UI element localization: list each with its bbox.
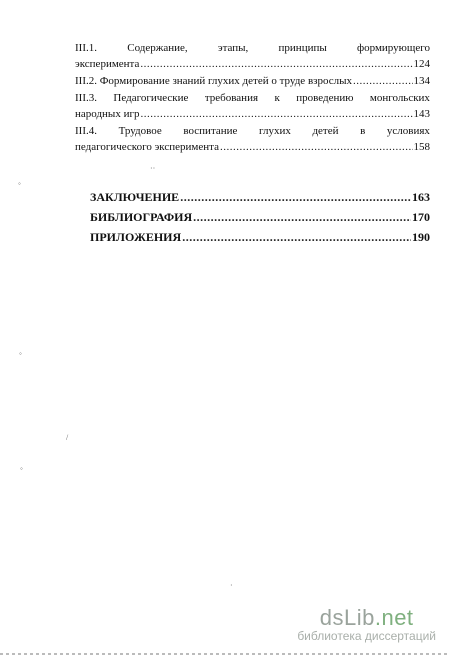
toc-text: детей: [312, 125, 339, 137]
section-conclusion: [90, 187, 430, 207]
section-title: ЗАКЛЮЧЕНИЕ: [90, 190, 180, 204]
toc-entry-title-line: [75, 40, 430, 56]
toc-text: к: [274, 92, 280, 104]
toc-text: этапы,: [217, 42, 249, 54]
page-number: 134: [413, 75, 430, 87]
section-list: [90, 187, 430, 247]
toc-text: формирующего: [356, 42, 430, 54]
toc-text: Трудовое: [118, 125, 162, 137]
toc-entry-3-2: [75, 73, 430, 89]
scan-mark: /: [66, 433, 69, 442]
watermark-logo: dsLib.net: [319, 605, 414, 630]
dot-leader: [193, 207, 411, 227]
toc-entry-leader-line: [75, 73, 430, 89]
scan-edge: [0, 653, 450, 655]
page-number: 143: [413, 108, 430, 120]
scan-mark: ◦: [19, 349, 22, 358]
dot-leader: [182, 227, 411, 247]
page-number: 158: [413, 141, 430, 153]
toc-entry-leader-line: [75, 139, 430, 155]
toc-text: Содержание,: [127, 42, 188, 54]
toc-text: условиях: [386, 125, 430, 137]
page-number: 163: [412, 190, 430, 204]
page-number: 124: [413, 58, 430, 70]
section-title: ПРИЛОЖЕНИЯ: [90, 230, 182, 244]
toc-entry-leader-line: [75, 56, 430, 72]
scan-mark: ·: [230, 581, 233, 590]
toc-text: Педагогические: [113, 92, 189, 104]
watermark-subtitle: библиотека диссертаций: [297, 629, 436, 643]
table-of-contents: [75, 40, 430, 155]
section-title: БИБЛИОГРАФИЯ: [90, 210, 193, 224]
toc-entry-title-line: [75, 123, 430, 139]
toc-entry-3-3: [75, 90, 430, 122]
toc-text: принципы: [278, 42, 327, 54]
toc-text: эксперимента: [75, 58, 140, 70]
dot-leader: [353, 73, 412, 89]
toc-text: педагогического эксперимента: [75, 141, 219, 153]
toc-entry-3-4: [75, 123, 430, 155]
toc-text: требования: [204, 92, 259, 104]
scan-mark: ◦: [18, 179, 21, 188]
toc-text: монгольских: [369, 92, 430, 104]
section-appendices: [90, 227, 430, 247]
toc-text: в: [360, 125, 366, 137]
toc-text: воспитание: [183, 125, 238, 137]
toc-entry-leader-line: [75, 106, 430, 122]
scan-mark: ◦: [20, 464, 23, 473]
section-bibliography: [90, 207, 430, 227]
page-number: 190: [412, 230, 430, 244]
toc-entry-title-line: [75, 90, 430, 106]
dot-leader: [140, 106, 412, 122]
toc-text: III.1.: [75, 42, 97, 54]
toc-text: народных игр: [75, 108, 140, 120]
dot-leader: [180, 187, 411, 207]
scan-mark: ··: [150, 164, 156, 173]
toc-text: III.2. Формирование знаний глухих детей о труде взрослых: [75, 75, 353, 87]
toc-text: III.3.: [75, 92, 97, 104]
toc-text: проведению: [296, 92, 354, 104]
page-number: 170: [412, 210, 430, 224]
dot-leader: [140, 56, 412, 72]
toc-text: III.4.: [75, 125, 97, 137]
dot-leader: [220, 139, 413, 155]
toc-text: глухих: [259, 125, 291, 137]
toc-entry-3-1: [75, 40, 430, 72]
watermark: [297, 605, 436, 643]
